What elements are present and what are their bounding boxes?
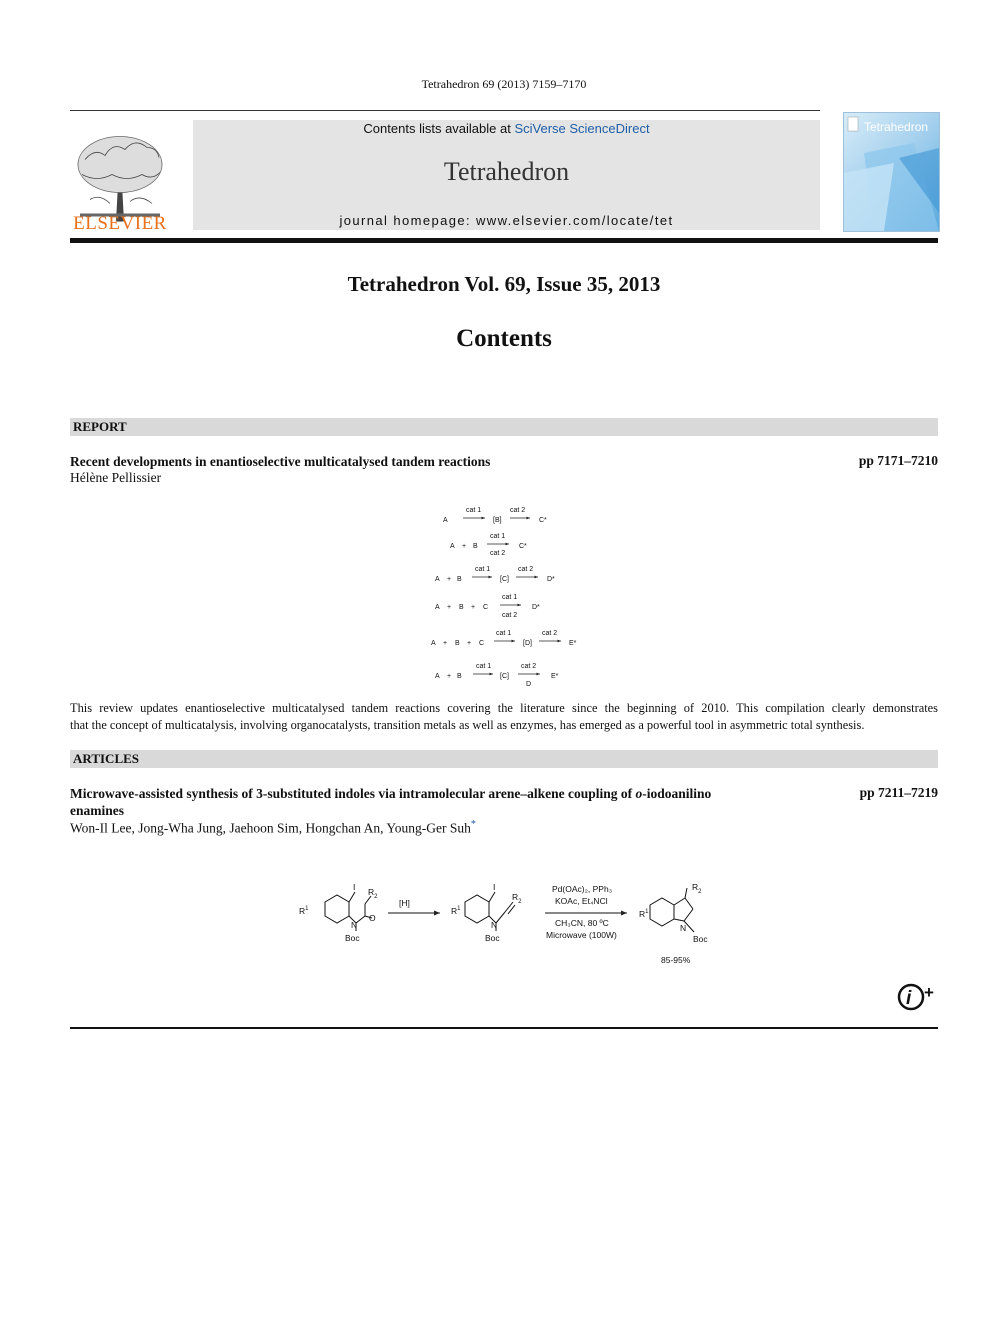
info-plus-glyph: + [924, 983, 934, 1002]
mol1-r1: $R^1$ [299, 906, 309, 916]
r2-B: B [473, 543, 478, 550]
report-authors: Hélène Pellissier [70, 470, 162, 485]
article-title-italic: o [635, 786, 643, 801]
section-label-report: REPORT [73, 419, 127, 434]
mol3-nitrogen: N [680, 923, 687, 933]
r3-A: A [435, 576, 440, 583]
mol2-boc: Boc [485, 933, 500, 943]
section-bar-articles [70, 750, 938, 768]
contents-available-line [193, 121, 820, 136]
r2-plus: + [462, 543, 467, 550]
mol3-n-c2-bond [684, 909, 693, 921]
mol1-nitrogen: N [351, 920, 358, 930]
mol1-boc: Boc [345, 933, 360, 943]
article-authors [70, 819, 476, 837]
r6-A: A [435, 673, 440, 680]
article-title[interactable] [70, 785, 790, 819]
r4-plus1: + [447, 604, 452, 611]
r1-B: [B] [493, 517, 502, 524]
supplementary-info-icon[interactable] [896, 980, 940, 1014]
r1-cat1: cat 1 [466, 507, 482, 514]
header-thick-rule [70, 238, 938, 243]
r1-A: A [443, 517, 448, 524]
r4-B: B [459, 604, 464, 611]
footer-rule [70, 1027, 938, 1029]
mol1-oxygen: O [369, 913, 376, 923]
r4-product: D* [532, 604, 540, 611]
r3-cat2: cat 2 [518, 566, 534, 573]
report-abstract-line2: that the concept of multicatalysis, involving organocatalysts, transition metals as well as enzymes, has emerged as a powerful tool in asymmetric total synthesis. [70, 718, 865, 732]
r6-plus: + [447, 673, 452, 680]
mol3-r2-bond [685, 888, 687, 898]
r5-D: [D] [523, 640, 532, 647]
mol2-r1: $R^1$ [451, 906, 461, 916]
article-title-part2: -iodoanilino [642, 786, 712, 801]
mol2-r2: $R_2$ [512, 892, 522, 905]
article-title-line2: enamines [70, 803, 124, 818]
publisher-wordmark: ELSEVIER [73, 213, 167, 234]
r2-cat1: cat 1 [490, 533, 506, 540]
mol1-amide-bond [356, 916, 365, 923]
report-abstract-line1: This review updates enantioselective multicatalysed tandem reactions covering the literature since the beginning of 2010. This compilation clearly demonstrates [70, 701, 938, 715]
r4-C: C [483, 604, 489, 611]
report-graphical-abstract [420, 500, 600, 690]
r5-A: A [431, 640, 436, 647]
section-label-articles: ARTICLES [73, 751, 140, 766]
mol3-r1: $R^1$ [639, 909, 649, 919]
journal-cover-image [843, 112, 940, 232]
r4-A: A [435, 604, 440, 611]
r5-B: B [455, 640, 460, 647]
r5-plus1: + [443, 640, 448, 647]
condition-solvent: CH₃CN, 80 ºC [555, 918, 609, 928]
reaction-yield: 85-95% [661, 955, 691, 965]
r3-C: [C] [500, 576, 509, 583]
r3-plus: + [447, 576, 452, 583]
journal-citation: Tetrahedron 69 (2013) 7159–7170 [421, 77, 587, 91]
r2-A: A [450, 543, 455, 550]
r6-D: D [526, 681, 532, 688]
mol3-n-ar-bond [674, 919, 684, 921]
condition-base: KOAc, Et₄NCl [555, 896, 608, 906]
mol1-r2-bond [365, 896, 371, 904]
report-abstract [70, 700, 938, 734]
mol1-iodine: I [353, 882, 356, 892]
r2-product: C* [519, 543, 527, 550]
contents-prefix: Contents lists available at [363, 121, 515, 136]
r1-cat2: cat 2 [510, 507, 526, 514]
section-bar-report [70, 418, 938, 436]
mol3-c2-bond [685, 898, 693, 909]
issue-title: Tetrahedron Vol. 69, Issue 35, 2013 [347, 272, 661, 296]
r5-cat2: cat 2 [542, 630, 558, 637]
r5-plus2: + [467, 640, 472, 647]
r5-product: E* [569, 640, 577, 647]
corresponding-author-marker[interactable]: * [470, 819, 476, 830]
article-graphical-abstract [295, 880, 725, 970]
r1-product: C* [539, 517, 547, 524]
report-title[interactable]: Recent developments in enantioselective multicatalysed tandem reactions [70, 454, 491, 469]
report-pages: pp 7171–7210 [858, 453, 938, 468]
condition-microwave: Microwave (100W) [546, 930, 617, 940]
r6-product: E* [551, 673, 559, 680]
r6-cat2: cat 2 [521, 663, 537, 670]
r6-C: [C] [500, 673, 509, 680]
journal-homepage[interactable]: journal homepage: www.elsevier.com/locate/tet [339, 213, 674, 228]
r6-B: B [457, 673, 462, 680]
mol3-boc: Boc [693, 934, 708, 944]
mol2-iodo-bond [489, 892, 495, 902]
reagent-hydride: [H] [399, 898, 410, 908]
mol2-alkene-bond [505, 902, 513, 912]
r3-cat1: cat 1 [475, 566, 491, 573]
mol2-benzene-ring [465, 895, 489, 923]
mol3-r2: $R_2$ [692, 882, 702, 895]
journal-name: Tetrahedron [443, 157, 570, 186]
info-glyph: i [906, 988, 912, 1009]
mol3-c3-bond [674, 898, 685, 905]
condition-catalyst: Pd(OAc)₂, PPh₃ [552, 884, 613, 894]
article-title-part1: Microwave-assisted synthesis of 3-substituted indoles via intramolecular arene–alkene coupling of [70, 786, 636, 801]
mol2-vinyl-bond [496, 912, 505, 923]
mol2-iodine: I [493, 882, 496, 892]
mol1-iodo-bond [349, 892, 355, 902]
r5-C: C [479, 640, 485, 647]
r5-cat1: cat 1 [496, 630, 512, 637]
cover-title: Tetrahedron [864, 120, 929, 134]
r4-cat2: cat 2 [502, 612, 518, 619]
mol3-benzene-ring [650, 898, 674, 926]
r4-cat1: cat 1 [502, 594, 518, 601]
r3-B: B [457, 576, 462, 583]
article-pages: pp 7211–7219 [859, 785, 938, 800]
r2-cat2: cat 2 [490, 550, 506, 557]
mol1-benzene-ring [325, 895, 349, 923]
header-rule [70, 110, 820, 111]
contents-heading: Contents [456, 325, 552, 352]
r4-plus2: + [471, 604, 476, 611]
mol2-nitrogen: N [491, 920, 498, 930]
article-authors-names: Won-Il Lee, Jong-Wha Jung, Jaehoon Sim, Hongchan An, Young-Ger Suh [70, 820, 471, 836]
sciencedirect-link[interactable]: SciVerse ScienceDirect [514, 121, 650, 136]
r3-product: D* [547, 576, 555, 583]
r6-cat1: cat 1 [476, 663, 492, 670]
mol1-r2: $R_2$ [368, 887, 378, 900]
